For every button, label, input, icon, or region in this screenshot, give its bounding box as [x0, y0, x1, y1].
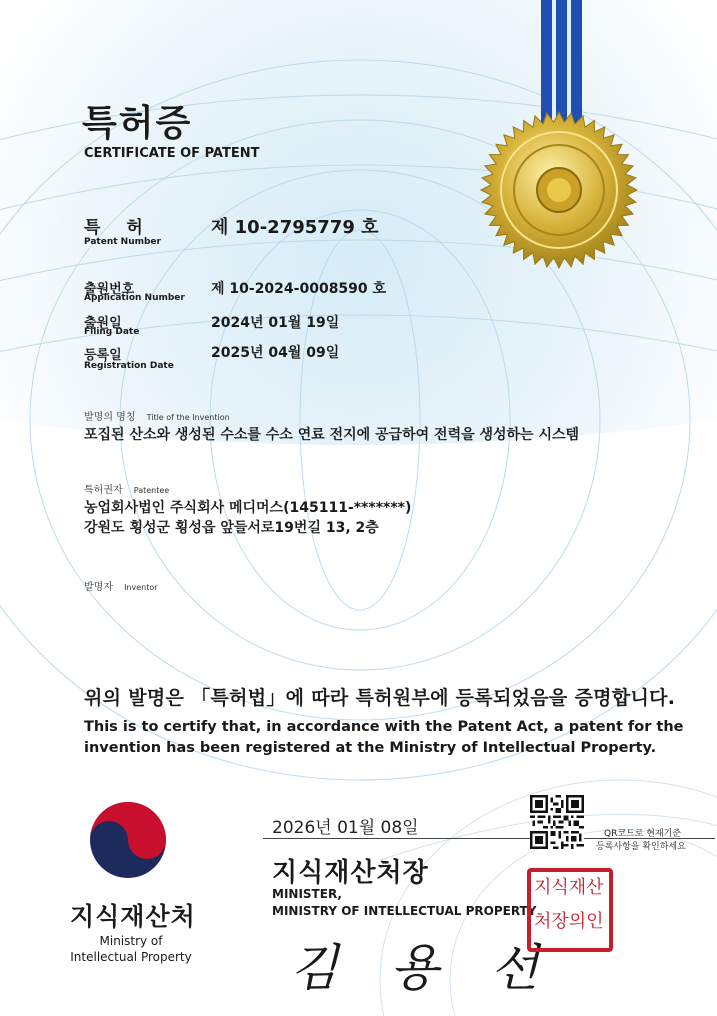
application-number-label: 출원번호 — [84, 282, 135, 297]
certificate-title-en: CERTIFICATE OF PATENT — [84, 146, 260, 161]
stamp-line1: 지식재산 — [534, 877, 604, 898]
stamp-line2: 처장의인 — [534, 911, 604, 932]
qr-code-icon[interactable] — [530, 795, 584, 849]
patent-number-label: 특 허 — [84, 218, 153, 238]
filing-date-label-en: Filing Date — [84, 327, 140, 337]
ministry-name-ko: 지식재산처 — [70, 902, 196, 931]
minister-title-ko: 지식재산처장 — [272, 858, 429, 888]
invention-title-label: 발명의 명칭 — [84, 412, 136, 423]
minister-signature: 김 용 선 — [290, 939, 557, 997]
qr-note-line1: QR코드로 현재기준 — [604, 829, 682, 839]
filing-date-label: 출원일 — [84, 316, 122, 331]
inventor-label-en: Inventor — [124, 583, 158, 592]
declaration-en-line2: invention has been registered at the Ministry of Intellectual Property. — [84, 740, 657, 756]
invention-title-label-en: Title of the Invention — [146, 413, 230, 422]
inventor-label: 발명자 — [84, 582, 113, 593]
patentee-name: 농업회사법인 주식회사 메디머스(145111-*******) — [84, 500, 412, 516]
ministry-name-en-line1: Ministry of — [99, 934, 163, 948]
patentee-address: 강원도 횡성군 횡성읍 앞들서로19번길 13, 2층 — [84, 520, 379, 536]
ministry-name-en-line2: Intellectual Property — [70, 950, 192, 964]
official-seal-stamp — [527, 868, 613, 952]
declaration-ko: 위의 발명은 「특허법」에 따라 특허원부에 등록되었음을 증명합니다. — [84, 687, 676, 709]
minister-title-en-line2: MINISTRY OF INTELLECTUAL PROPERTY — [272, 904, 537, 918]
issue-date: 2026년 01월 08일 — [272, 818, 419, 838]
certificate-title: 특허증 — [82, 103, 193, 144]
minister-title-en-line1: MINISTER, — [272, 887, 342, 901]
application-number-value: 제 10-2024-0008590 호 — [211, 281, 387, 297]
application-number-label-en: Application Number — [84, 293, 185, 303]
patentee-label: 특허권자 — [84, 485, 123, 496]
qr-note-line2: 등록사항을 확인하세요 — [596, 842, 686, 852]
invention-title-value: 포집된 산소와 생성된 수소를 수소 연료 전지에 공급하여 전력을 생성하는 시스템 — [84, 427, 580, 443]
registration-date-value: 2025년 04월 09일 — [211, 345, 340, 361]
registration-date-label: 등록일 — [84, 348, 122, 363]
filing-date-value: 2024년 01월 19일 — [211, 315, 340, 331]
patent-number-value: 제 10-2795779 호 — [211, 217, 379, 238]
registration-date-label-en: Registration Date — [84, 361, 174, 371]
patentee-label-en: Patentee — [133, 486, 170, 495]
invention-title-label-row — [84, 405, 230, 424]
declaration-en-line1: This is to certify that, in accordance with the Patent Act, a patent for the — [84, 719, 684, 735]
ministry-emblem-icon — [88, 800, 168, 880]
patentee-label-row — [84, 478, 169, 497]
patent-number-label-en: Patent Number — [84, 237, 161, 247]
inventor-label-row — [84, 575, 158, 594]
